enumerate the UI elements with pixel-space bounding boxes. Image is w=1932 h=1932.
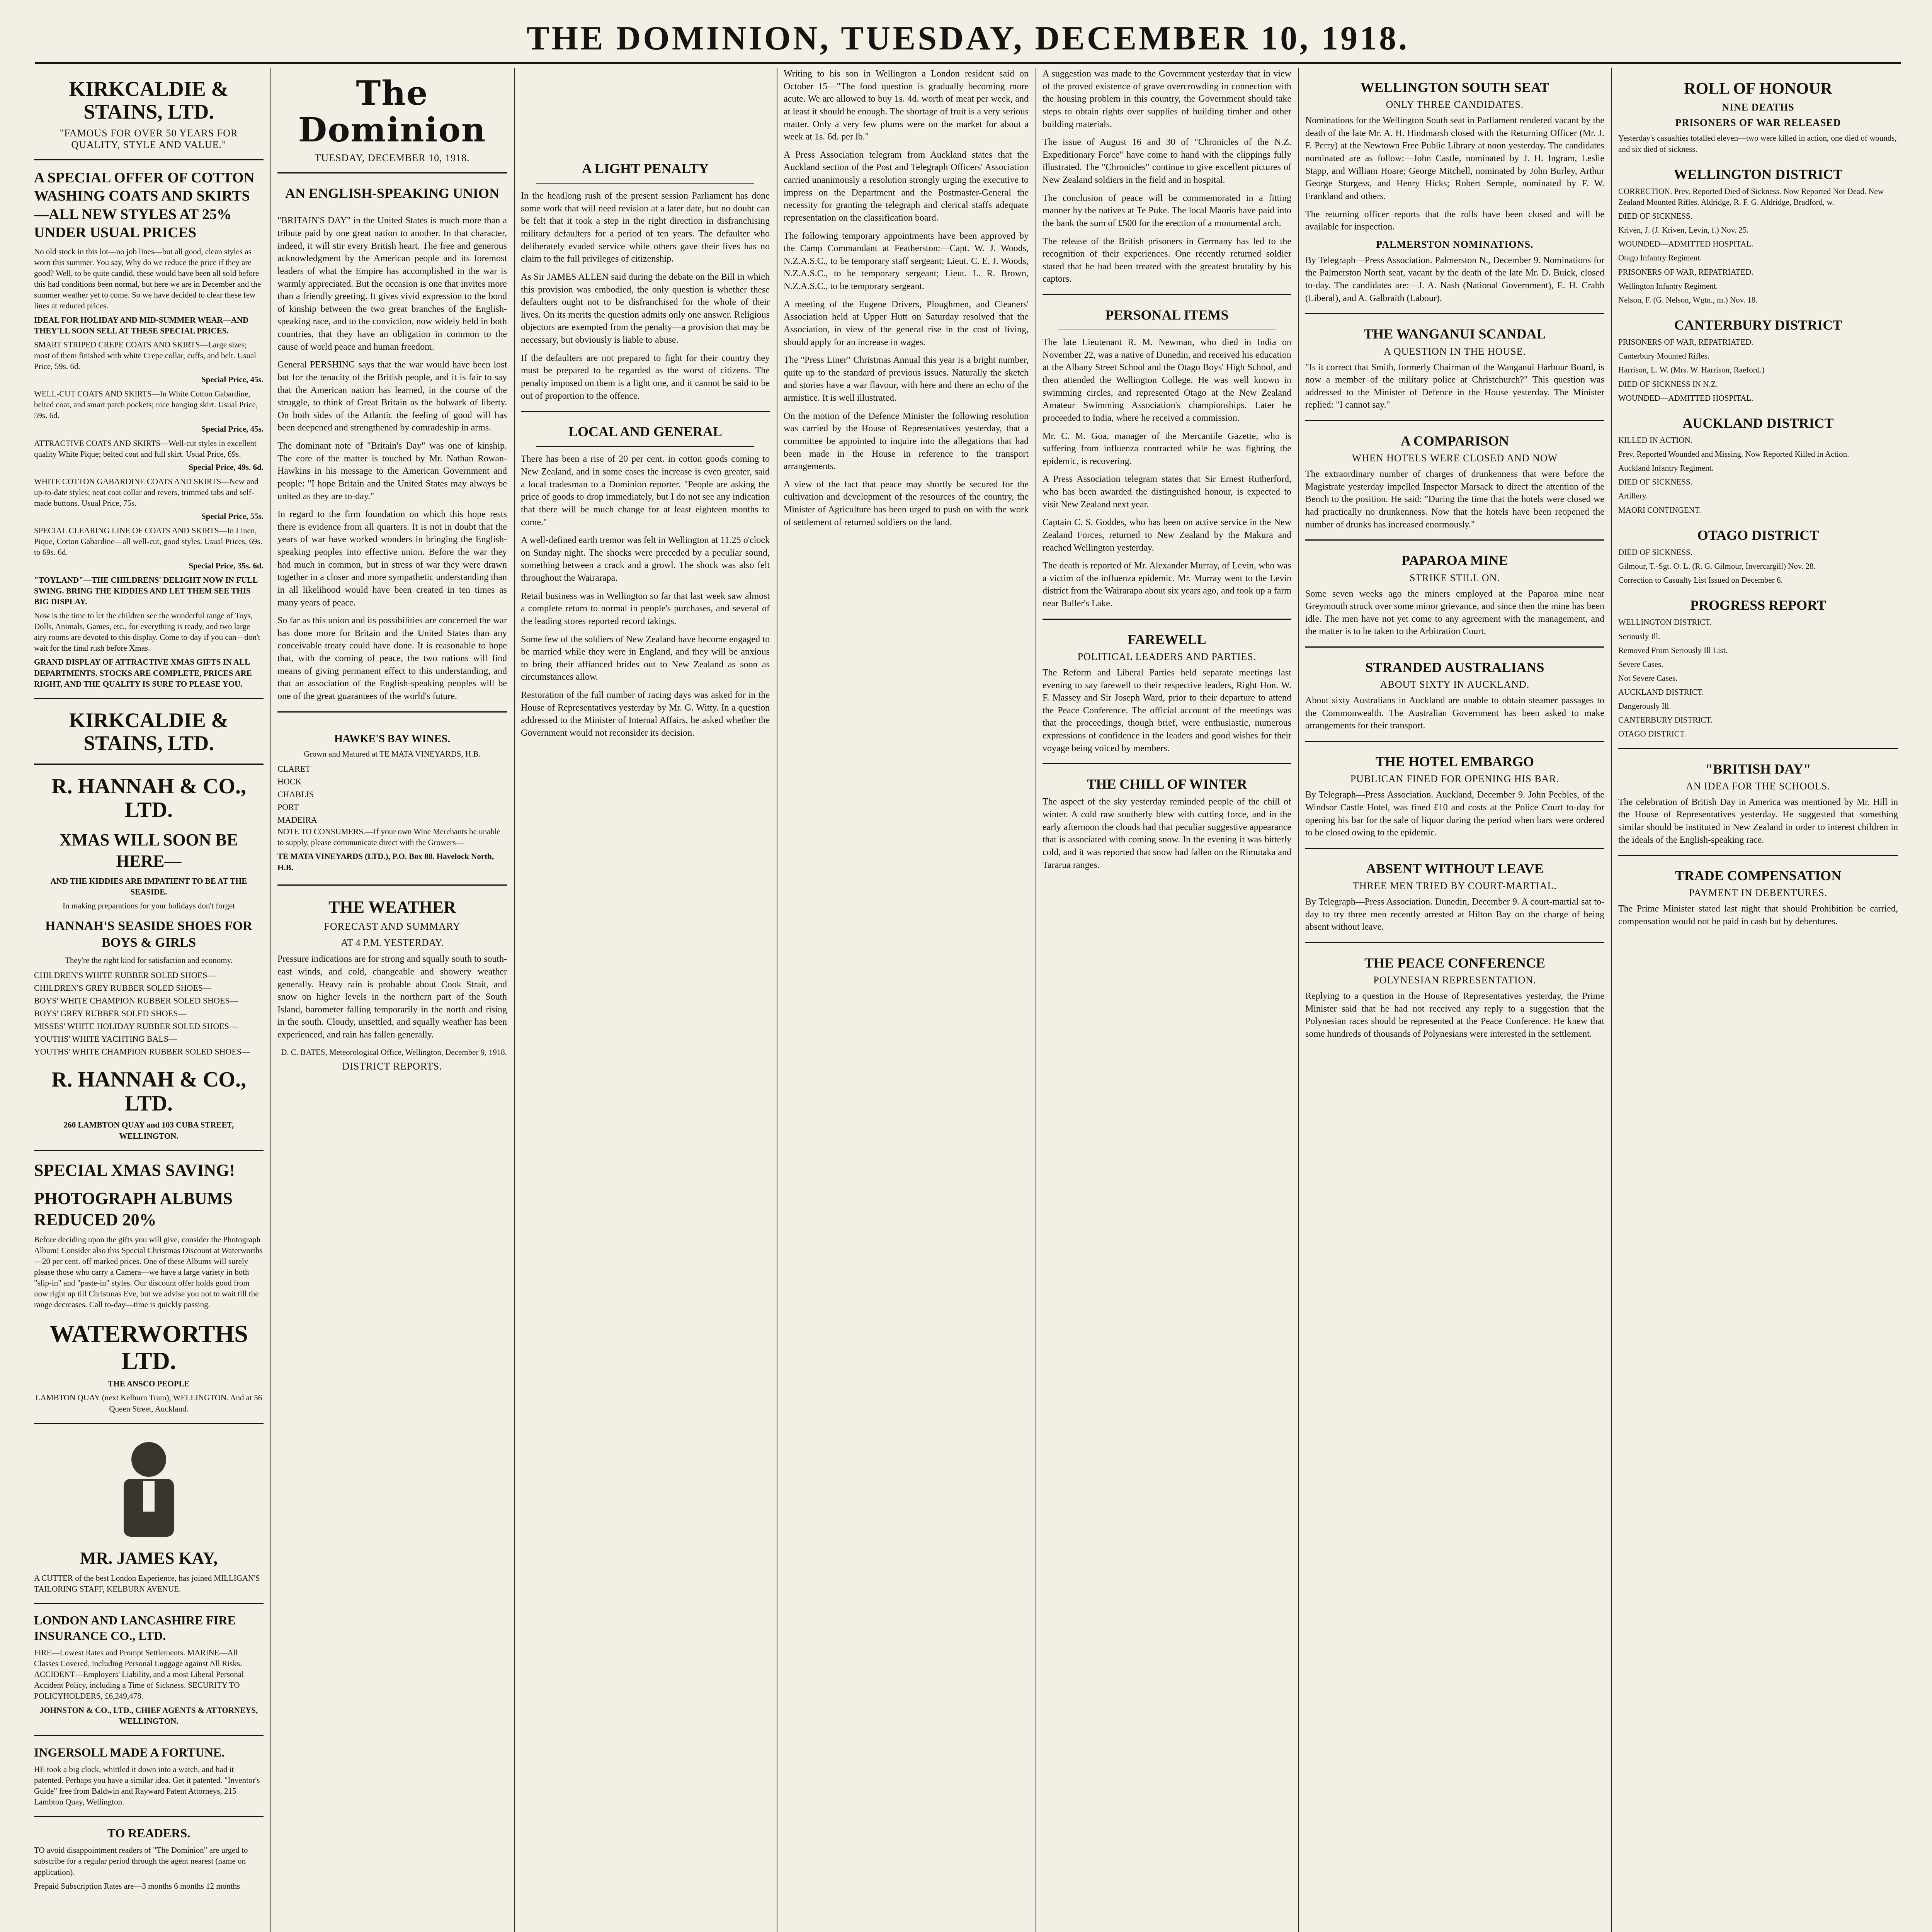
wine-item: CLARET xyxy=(277,764,311,774)
kirkcaldie-tagline: "FAMOUS FOR OVER 50 YEARS FOR QUALITY, STYLE AND VALUE." xyxy=(60,127,238,150)
seat-body: Nominations for the Wellington South seat in Parliament rendered vacant by the death of the late Mr. A. H. Hindmarsh closed with the Returning Officer (Mr. J. F. Perry) at the Newtown Free Public Library at noon yesterday. The candidates nominated are as follow:—John Castle, nominated by J. H. Ingram, Leslie Stapp, and William Hoare; George Mitchell, nominated by John Burley, Arthur George Sturgess, and Henry Hicks; Robert Semple, nominated by F. W. Frankland and others. xyxy=(1305,116,1604,201)
weather-time: AT 4 P.M. YESTERDAY. xyxy=(341,937,444,948)
sale-item: WELL-CUT COATS AND SKIRTS—In White Cotton Gabardine, belted coat, and smart patch pockets; nice hanging skirt. Usual Price, 59s. 6d. xyxy=(34,389,258,420)
roll-of-honour-column xyxy=(1611,68,1905,1932)
leader-paragraph: "BRITAIN'S DAY" in the United States is much more than a tribute paid by one great nation to another. In that character, indeed, it will stir every British heart. The free and generous acknowledgment by the American people and its foremost leaders of what the Empire has accomplished in the war is warmly appreciated. But the occasion is one that invites more than a friendly greeting. It gives vivid expression to the bond of kinship between the two great branches of the English-speaking race, and to the conviction, now widely held in both countries, that they have an obligation in common to the cause of world peace and human freedom. xyxy=(277,216,507,352)
news-column xyxy=(777,68,1036,1932)
seat-sub: ONLY THREE CANDIDATES. xyxy=(1386,99,1524,111)
farewell-sub: POLITICAL LEADERS AND PARTIES. xyxy=(1077,651,1257,662)
lancashire-body: FIRE—Lowest Rates and Prompt Settlements. MARINE—All Classes Covered, including Personal Luggage against All Risks. ACCIDENT—Employers' Liability, and a most Liberal Personal Accident Policy, including a Time of Sickness. SECURITY TO POLICYHOLDERS, £6,249,478. xyxy=(34,1648,244,1701)
casualty-line: DIED OF SICKNESS IN N.Z. xyxy=(1618,379,1718,389)
progress-line: OTAGO DISTRICT. xyxy=(1618,729,1686,739)
district-reports-heading: DISTRICT REPORTS. xyxy=(342,1060,442,1072)
canterbury-district-title: CANTERBURY DISTRICT xyxy=(1674,317,1842,333)
kay-name: MR. JAMES KAY, xyxy=(80,1548,218,1568)
grand-display: GRAND DISPLAY OF ATTRACTIVE XMAS GIFTS IN ALL DEPARTMENTS. STOCKS ARE COMPLETE, PRICES ARE RIGHT, AND THE QUALITY IS SURE TO PLEASE YOU. xyxy=(34,657,252,689)
newspaper-masthead-title: THE DOMINION, TUESDAY, DECEMBER 10, 1918. xyxy=(526,20,1410,57)
photo-album-body: Before deciding upon the gifts you will give, consider the Photograph Album! Consider also this Special Christmas Discount at Waterworths—20 per cent. off marked prices. One of these Albums will surely please those who carry a Camera—we have a large variety in both "slip-in" and "paste-in" styles. Our discount offer holds good from now right up till Christmas Eve, but we advise you not to wait till the range decreases. Call to-day—time is quickly passing. xyxy=(34,1235,263,1310)
local-general-title: LOCAL AND GENERAL xyxy=(568,424,723,440)
kirkcaldie-holiday: IDEAL FOR HOLIDAY AND MID-SUMMER WEAR—AND THEY'LL SOON SELL AT THESE SPECIAL PRICES. xyxy=(34,315,249,335)
kirkcaldie-footer: KIRKCALDIE & STAINS, LTD. xyxy=(69,708,229,755)
comparison-title: A COMPARISON xyxy=(1400,433,1509,449)
news-paragraph: The "Press Liner" Christmas Annual this year is a bright number, quite up to the standard of previous issues. Naturally the sketch and stories have a war flavour, with here and there an echo of the armistice. It is well illustrated. xyxy=(784,355,1029,403)
casualty-line: Kriven, J. (J. Kriven, Levin, f.) Nov. 25. xyxy=(1618,225,1749,235)
wines-growers: TE MATA VINEYARDS (LTD.), P.O. Box 88. Havelock North, H.B. xyxy=(277,852,494,872)
otago-district-title: OTAGO DISTRICT xyxy=(1697,527,1819,543)
mine-body: Some seven weeks ago the miners employed at the Paparoa mine near Greymouth struck over some minor grievance, and since then the mine has been idle. The men have not yet come to any agreement with the management, and the matter is to be taken to the Arbitration Court. xyxy=(1305,588,1604,637)
light-penalty-paragraph: If the defaulters are not prepared to fight for their country they must be prepared to be regarded as the worst of citizens. The penalty imposed on them is a light one, and it cannot be said to be out of proportion to the offence. xyxy=(521,353,770,401)
light-penalty-paragraph: In the headlong rush of the present session Parliament has done some work that will need revision at a later date, but no doubt can be felt that it took a step in the right direction in disfranchising military defaulters for a period of ten years. The defaulter who deliberately evaded service while others gave their lives has no claim to the full privileges of citizenship. xyxy=(521,191,770,264)
casualty-line: Auckland Infantry Regiment. xyxy=(1618,463,1714,473)
mine-title: PAPAROA MINE xyxy=(1401,553,1508,568)
wines-heading: HAWKE'S BAY WINES. xyxy=(334,733,451,745)
shoe-line: BOYS' WHITE CHAMPION RUBBER SOLED SHOES— xyxy=(34,996,238,1006)
news-paragraph: On the motion of the Defence Minister the following resolution was carried by the House of Representatives yesterday, that a committee be appointed to inquire into the allegations that had been made in the House in reference to the transport arrangements. xyxy=(784,411,1029,472)
personal-item: Mr. C. M. Goa, manager of the Mercantile Gazette, who is suffering from influenza contracted while he was fighting the epidemic, is recovering. xyxy=(1043,431,1291,466)
comparison-sub: WHEN HOTELS WERE CLOSED AND NOW xyxy=(1352,452,1558,464)
sale-item-price: Special Price, 45s. xyxy=(201,424,264,434)
casualty-line: PRISONERS OF WAR, REPATRIATED. xyxy=(1618,267,1753,277)
weather-body: Pressure indications are for strong and squally south to south-east winds, and cold, changeable and showery weather generally. Heavy rain is probable about Cook Strait, and snow on higher levels in the northern part of the South Island, barometer falling temporarily in the north and rising in the south. Cloudy, unsettled, and squally weather has been experienced, and rain has fallen generally. xyxy=(277,954,507,1040)
sale-item: SPECIAL CLEARING LINE OF COATS AND SKIRTS—In Linen, Pique, Cotton Gabardine—all well-cut, good styles. Usual Prices, 69s. to 69s. 6d. xyxy=(34,526,262,557)
hannah-heading: R. HANNAH & CO., LTD. xyxy=(51,774,246,822)
shoe-line: CHILDREN'S WHITE RUBBER SOLED SHOES— xyxy=(34,970,216,980)
wellington-district-body: CORRECTION. Prev. Reported Died of Sickness. Now Reported Not Dead. New Zealand Mounted Rifles. Aldridge, R. F. G. Aldridge, Bradford, w. xyxy=(1618,186,1884,207)
awol-body: By Telegraph—Press Association. Dunedin, December 9. A court-martial sat to-day to try three men recently arrested at Hilton Bay on the charge of being absent without leave. xyxy=(1305,896,1604,932)
leader-title: AN ENGLISH-SPEAKING UNION xyxy=(285,185,500,201)
palmerston-body: By Telegraph—Press Association. Palmerston N., December 9. Nominations for the Palmerston North seat, vacant by the death of the late Mr. D. Buick, closed to-day. The candidates are:—J. A. Nash (National Government), E. H. Crabb (Liberal), and A. Galbraith (Labour). xyxy=(1305,255,1604,303)
palmerston-title: PALMERSTON NOMINATIONS. xyxy=(1376,238,1534,250)
casualty-line: Correction to Casualty List Issued on December 6. xyxy=(1618,575,1783,585)
news-paragraph: The issue of August 16 and 30 of "Chronicles of the N.Z. Expeditionary Force" have come to hand with the clippings fully illustrated. The "Chronicles" continue to give excellent pictures of New Zealand soldiers in the field and in hospital. xyxy=(1043,137,1291,185)
trade-compensation-body: The Prime Minister stated last night that should Prohibition be carried, compensation would not be paid in cash but by debentures. xyxy=(1618,904,1898,927)
kirkcaldie-intro: No old stock in this lot—no job lines—but all good, clean styles as worn this summer. You say, Why do we reduce the price if they are good? Well, to be quite candid, these would have been all sold before this had conditions been normal, but here we are in December and the summer weather yet to come. So we have decided to clear these few lines at reduced prices. xyxy=(34,247,261,311)
seat-body: The returning officer reports that the rolls have been closed and will be available for inspection. xyxy=(1305,209,1604,232)
news-paragraph: A meeting of the Eugene Drivers, Ploughmen, and Cleaners' Association held at Upper Hutt on Saturday resolved that the Association, in view of the general rise in the cost of living, should apply for an increase in wages. xyxy=(784,299,1029,347)
casualty-line: Canterbury Mounted Rifles. xyxy=(1618,351,1710,361)
stranded-title: STRANDED AUSTRALIANS xyxy=(1365,660,1544,675)
sale-item-price: Special Price, 55s. xyxy=(201,512,264,521)
casualty-line: Artillery. xyxy=(1618,491,1648,501)
trade-compensation-sub: PAYMENT IN DEBENTURES. xyxy=(1689,887,1828,899)
embargo-title: THE HOTEL EMBARGO xyxy=(1375,754,1534,770)
wine-item: PORT xyxy=(277,802,299,812)
awol-title: ABSENT WITHOUT LEAVE xyxy=(1366,861,1544,876)
comparison-body: The extraordinary number of charges of drunkenness that were before the Magistrate yesterday impelled Inspector Marsack to direct the attention of the Bench to the position. He said: "During the time that the hotels were closed we had practically no drunkenness. Now that the hotels have been reopened the number of drunks has increased enormously." xyxy=(1305,469,1604,530)
british-day-title: "BRITISH DAY" xyxy=(1705,761,1811,777)
trade-compensation-title: TRADE COMPENSATION xyxy=(1675,868,1842,884)
casualty-line: Nelson, F. (G. Nelson, Wgtn., m.) Nov. 18. xyxy=(1618,295,1758,304)
farewell-body: The Reform and Liberal Parties held separate meetings last evening to say farewell to their respective leaders, Right Hon. W. F. Massey and Sir Joseph Ward, prior to their departure to attend the Peace Conference. The official account of the meetings was that the proceedings, though brief, were enthusiastic, numerous expressions of confidence in the leaders and good wishes for their voyage being voiced by members. xyxy=(1043,667,1291,753)
progress-line: Severe Cases. xyxy=(1618,659,1663,669)
leader-paragraph: So far as this union and its possibilities are concerned the war has done more for Britain and the United States than any conceivable treaty could have done. It is reasonable to hope that, with the coming of peace, the two nations will find means of giving permanent effect to this understanding, and that an association of the English-speaking peoples will be one of the great guarantees of the world's future. xyxy=(277,616,507,701)
local-general-paragraph: Some few of the soldiers of New Zealand have become engaged to be married while they were in England, and they will be anxious to bring their affianced brides out to New Zealand as soon as circumstances allow. xyxy=(521,634,770,682)
hannah-address: 260 LAMBTON QUAY and 103 CUBA STREET, WELLINGTON. xyxy=(63,1120,234,1141)
hannah-prepare: In making preparations for your holidays don't forget xyxy=(62,901,235,910)
waterworths-address: LAMBTON QUAY (next Kelburn Tram), WELLINGTON. And at 56 Queen Street, Auckland. xyxy=(35,1393,262,1413)
news-paragraph: A suggestion was made to the Government yesterday that in view of the proved existence of grave overcrowding in connection with the housing problem in this country, the Government should take steps to obtain rights over supplies of building timber and other building materials. xyxy=(1043,69,1291,129)
personal-item: The death is reported of Mr. Alexander Murray, of Levin, who was a victim of the influenza epidemic. Mr. Murray went to the Levin district from the Wairarapa about six years ago, and took up a farm near Buller's Lake. xyxy=(1043,561,1291,609)
hannah-xmas: XMAS WILL SOON BE HERE— xyxy=(59,830,238,871)
sale-item: SMART STRIPED CREPE COATS AND SKIRTS—Large sizes; most of them finished with white Crepe collar, cuffs, and belt. Usual Price, 59s. 6d. xyxy=(34,340,256,371)
local-general-paragraph: Restoration of the full number of racing days was asked for in the House of Representatives yesterday by Mr. G. Witty. In a question addressed to the Minister of Internal Affairs, he asked whether the Government would not reconsider its decision. xyxy=(521,690,770,738)
news-column xyxy=(514,68,777,1932)
casualty-line: DIED OF SICKNESS. xyxy=(1618,211,1692,221)
lancashire-agents: JOHNSTON & CO., LTD., CHIEF AGENTS & ATTORNEYS, WELLINGTON. xyxy=(39,1705,258,1726)
readers-heading: TO READERS. xyxy=(107,1826,190,1840)
local-general-paragraph: There has been a rise of 20 per cent. in cotton goods coming to New Zealand, and in some cases the increase is even greater, said a local tradesman to a Dominion reporter. "People are asking the price of goods to drop immediately, but I do not see any indication that there will be much change for at least eighteen months to come." xyxy=(521,454,770,527)
shoe-line: YOUTHS' WHITE YACHTING BALS— xyxy=(34,1034,177,1044)
progress-line: Not Severe Cases. xyxy=(1618,673,1678,683)
seat-title: WELLINGTON SOUTH SEAT xyxy=(1360,80,1549,95)
hannah-kiddies: AND THE KIDDIES ARE IMPATIENT TO BE AT THE SEASIDE. xyxy=(50,876,247,896)
roll-sub2: PRISONERS OF WAR RELEASED xyxy=(1675,117,1841,129)
mine-sub: STRIKE STILL ON. xyxy=(1410,572,1500,583)
local-general-paragraph: Retail business was in Wellington so far that last week saw almost a complete return to normal in people's purchases, and several of the leading stores reported record takings. xyxy=(521,591,770,626)
roll-title: ROLL OF HONOUR xyxy=(1684,80,1832,98)
news-paragraph: The release of the British prisoners in Germany has led to the recognition of their experiences. One recently returned soldier stated that he had been treated with the greatest brutality by his captors. xyxy=(1043,236,1291,284)
auckland-district-title: AUCKLAND DISTRICT xyxy=(1682,415,1834,431)
casualty-line: WOUNDED—ADMITTED HOSPITAL. xyxy=(1618,239,1753,249)
advertisement-column xyxy=(27,68,270,1932)
leader-paragraph: The dominant note of "Britain's Day" was one of kinship. The core of the matter is touched by Mr. Nathan Rowan-Hawkins in his message to the American Government and people: "I hope Britain and the United States may always be united as they are to-day." xyxy=(277,441,507,502)
news-paragraph: The following temporary appointments have been approved by the Camp Commandant at Featherston:—Capt. W. J. Woods, N.Z.A.S.C., to be temporary staff sergeant; Lieut. C. E. J. Woods, N.Z.A.S.C., to be temporary sergeant; Lieut. L. R. Brown, N.Z.A.S.C., to be temporary sergeant. xyxy=(784,231,1029,291)
lancashire-heading: LONDON AND LANCASHIRE FIRE INSURANCE CO., LTD. xyxy=(34,1613,236,1643)
sale-item-price: Special Price, 35s. 6d. xyxy=(189,561,264,570)
scandal-title: THE WANGANUI SCANDAL xyxy=(1364,326,1546,342)
ingersoll-heading: INGERSOLL MADE A FORTUNE. xyxy=(34,1745,225,1759)
light-penalty-title: A LIGHT PENALTY xyxy=(582,161,709,176)
casualty-line: WOUNDED—ADMITTED HOSPITAL. xyxy=(1618,393,1753,403)
hannah-right: They're the right kind for satisfaction and economy. xyxy=(65,956,233,965)
readers-rates: Prepaid Subscription Rates are—3 months 6 months 12 months xyxy=(34,1881,240,1891)
roll-intro: Yesterday's casualties totalled eleven—two were killed in action, one died of wounds, and six died of sickness. xyxy=(1618,133,1897,154)
news-column xyxy=(1036,68,1298,1932)
farewell-title: FAREWELL xyxy=(1128,631,1206,647)
british-day-body: The celebration of British Day in America was mentioned by Mr. Hill in the House of Representatives yesterday. He suggested that something similar should be instituted in New Zealand in order to interest children in the ideals of the English-speaking race. xyxy=(1618,797,1898,845)
roll-sub: NINE DEATHS xyxy=(1722,102,1794,113)
weather-wines-block xyxy=(277,721,507,876)
casualty-line: DIED OF SICKNESS. xyxy=(1618,547,1692,557)
personal-item: A Press Association telegram states that Sir Ernest Rutherford, who has been awarded the distinguished honour, is expected to visit New Zealand next year. xyxy=(1043,474,1291,510)
casualty-line: Otago Infantry Regiment. xyxy=(1618,253,1702,263)
sale-item: WHITE COTTON GABARDINE COATS AND SKIRTS—New and up-to-date styles; neat coat collar and revers, trimmed tabs and self-made buttons. Usual Price, 75s. xyxy=(34,476,259,508)
personal-item: Captain C. S. Goddes, who has been on active service in the New Zealand Forces, returned to New Zealand by the Makura and reached Wellington yesterday. xyxy=(1043,517,1291,553)
leader-column xyxy=(270,68,514,1932)
casualty-line: Gilmour, T.-Sgt. O. L. (R. G. Gilmour, Invercargill) Nov. 28. xyxy=(1618,561,1816,571)
casualty-line: Harrison, L. W. (Mrs. W. Harrison, Raeford.) xyxy=(1618,365,1765,375)
sale-item-price: Special Price, 49s. 6d. xyxy=(189,462,264,472)
british-day-sub: AN IDEA FOR THE SCHOOLS. xyxy=(1686,780,1830,792)
casualty-line: PRISONERS OF WAR, REPATRIATED. xyxy=(1618,337,1753,347)
casualty-line: Prev. Reported Wounded and Missing. Now Reported Killed in Action. xyxy=(1618,449,1849,459)
awol-sub: THREE MEN TRIED BY COURT-MARTIAL. xyxy=(1353,880,1557,891)
progress-line: AUCKLAND DISTRICT. xyxy=(1618,687,1704,697)
shoe-line: YOUTHS' WHITE CHAMPION RUBBER SOLED SHOES— xyxy=(34,1047,250,1057)
kirkcaldie-special-offer: A SPECIAL OFFER OF COTTON WASHING COATS AND SKIRTS—ALL NEW STYLES AT 25% UNDER USUAL PRICES xyxy=(34,169,255,241)
waterworths-heading: WATERWORTHS LTD. xyxy=(49,1320,248,1374)
news-column xyxy=(1298,68,1611,1932)
progress-line: CANTERBURY DISTRICT. xyxy=(1618,715,1713,725)
shoe-line: MISSES' WHITE HOLIDAY RUBBER SOLED SHOES— xyxy=(34,1021,238,1031)
leader-paragraph: General PERSHING says that the war would have been lost but for the tenacity of the British people, and it is fair to say that the American nation has learned, in the course of the struggle, to think of Great Britain as the bulwark of liberty. On both sides of the Atlantic the feeling of good will has been deepened and strengthened by comradeship in arms. xyxy=(277,360,507,433)
casualty-line: DIED OF SICKNESS. xyxy=(1618,477,1692,487)
wellington-district-title: WELLINGTON DISTRICT xyxy=(1673,166,1843,182)
chill-body: The aspect of the sky yesterday reminded people of the chill of winter. A cold raw southerly blew with cutting force, and in the early afternoon the clouds had that peculiar suggestive appearance that is associated with coming snow. In the evening it was bitterly cold, and it was reported that snow had fallen on the Rimutaka and Tararua ranges. xyxy=(1043,797,1291,870)
wines-sub: Grown and Matured at TE MATA VINEYARDS, H.B. xyxy=(304,749,481,759)
wines-advert xyxy=(277,721,507,876)
leader-date: TUESDAY, DECEMBER 10, 1918. xyxy=(315,152,470,164)
sale-item-price: Special Price, 45s. xyxy=(201,375,264,384)
news-paragraph: The conclusion of peace will be commemorated in a fitting manner by the natives at Te Puke. The local Maoris have paid into the bank the sum of £500 for the erection of a monumental arch. xyxy=(1043,193,1291,228)
dominion-nameplate: The Dominion xyxy=(298,74,486,150)
progress-report-title: PROGRESS REPORT xyxy=(1690,597,1826,613)
weather-signature: D. C. BATES, Meteorological Office, Wellington, December 9, 1918. xyxy=(281,1047,507,1057)
toyland-body: Now is the time to let the children see the wonderful range of Toys, Dolls, Animals, Games, etc., for everything is ready, and two large airy rooms are devoted to this display. Come to-day if you can—don't wait for the final rush before Xmas. xyxy=(34,611,260,653)
news-paragraph: A view of the fact that peace may shortly be secured for the cultivation and development of the resources of the country, the Minister of Agriculture has been urged to push on with the work of settlement of returned soldiers on the land. xyxy=(784,479,1029,527)
shoe-line: CHILDREN'S GREY RUBBER SOLED SHOES— xyxy=(34,983,212,993)
peace-title: THE PEACE CONFERENCE xyxy=(1364,955,1546,971)
readers-body: TO avoid disappointment readers of "The Dominion" are urged to subscribe for a regular period through the agent nearest (name on application). xyxy=(34,1845,248,1877)
masthead xyxy=(35,15,1901,64)
wine-item: MADEIRA xyxy=(277,815,317,825)
scandal-body: "Is it correct that Smith, formerly Chairman of the Wanganui Harbour Board, is now a member of the military police at Christchurch?" This question was addressed to the Minister of Defence in the House yesterday. The Minister replied: "I cannot say." xyxy=(1305,362,1604,410)
toyland-heading: "TOYLAND"—THE CHILDRENS' DELIGHT NOW IN FULL SWING. BRING THE KIDDIES AND LET THEM SEE THIS BIG DISPLAY. xyxy=(34,575,258,606)
photo-album-sub: PHOTOGRAPH ALBUMS REDUCED 20% xyxy=(34,1189,233,1229)
local-general-paragraph: A well-defined earth tremor was felt in Wellington at 11.25 o'clock on Sunday night. The shocks were preceded by a peculiar sound, something between a crack and a growl. The shock was also felt throughout the Wairarapa. xyxy=(521,535,770,583)
scandal-sub: A QUESTION IN THE HOUSE. xyxy=(1383,345,1526,357)
casualty-line: KILLED IN ACTION. xyxy=(1618,435,1692,445)
tailor-portrait-icon xyxy=(106,1432,191,1541)
kirkcaldie-heading: KIRKCALDIE & STAINS, LTD. xyxy=(69,77,229,124)
peace-body: Replying to a question in the House of Representatives yesterday, the Prime Minister said that he had not received any reply to a suggestion that the Polynesian races should be represented at the Peace Conference. He knew that some hundreds of thousands of Polynesians were interested in the settlement. xyxy=(1305,991,1604,1039)
casualty-line: MAORI CONTINGENT. xyxy=(1618,505,1701,515)
stranded-body: About sixty Australians in Auckland are unable to obtain steamer passages to the Commonwealth. The Australian Government has been asked to make arrangements for their transport. xyxy=(1305,696,1604,731)
light-penalty-paragraph: As Sir JAMES ALLEN said during the debate on the Bill in which this provision was embodied, the only question is whether these defaulters ought not to be disfranchised for the whole of their lives. On its merits the question admits only one answer. Religious objectors are exempted from the penalty—a provision that may be necessary, but obviously is liable to abuse. xyxy=(521,272,770,345)
waterworths-sub: THE ANSCO PEOPLE xyxy=(108,1379,190,1389)
shoe-line: BOYS' GREY RUBBER SOLED SHOES— xyxy=(34,1009,187,1019)
wine-item: HOCK xyxy=(277,777,302,787)
leader-paragraph: In regard to the firm foundation on which this hope rests there is evidence from all quarters. It is not in doubt that the years of war have worked wonders in bringing the English-speaking peoples into effective union. Before the war they had much in common, but in stress of war they were drawn together in a closer and more sympathetic understanding than in all likelihood would have been created in ten times as many years of peace. xyxy=(277,509,507,608)
hannah-footer: R. HANNAH & CO., LTD. xyxy=(51,1068,246,1116)
news-paragraph: A Press Association telegram from Auckland states that the Auckland section of the Post and Telegraph Officers' Association carried unanimously a resolution strongly urging the executive to impress on the Department and the Postmaster-General the necessity for granting the telegraph and clerical staffs adequate representation on the classification board. xyxy=(784,150,1029,223)
kay-body: A CUTTER of the best London Experience, has joined MILLIGAN'S TAILORING STAFF, KELBURN AVENUE. xyxy=(34,1573,260,1594)
progress-line: WELLINGTON DISTRICT. xyxy=(1618,617,1712,627)
progress-line: Removed From Seriously Ill List. xyxy=(1618,645,1728,655)
wines-note: NOTE TO CONSUMERS.—If your own Wine Merchants be unable to supply, please communicate direct with the Growers— xyxy=(277,827,501,847)
personal-item: The late Lieutenant R. M. Newman, who died in India on November 22, was a native of Dunedin, and received his education at the Albany Street School and the Otago Boys' High School, and then attended the Wellington College. He was well known in swimming circles, and represented Otago at the New Zealand Amateur Swimming Association's championships. Later he proceeded to India, where he received a commission. xyxy=(1043,337,1291,423)
progress-line: Seriously Ill. xyxy=(1618,631,1660,641)
sale-item: ATTRACTIVE COATS AND SKIRTS—Well-cut styles in excellent quality White Pique; belted coat and full skirt. Usual Price, 69s. xyxy=(34,438,257,459)
embargo-body: By Telegraph—Press Association. Auckland, December 9. John Peebles, of the Windsor Castle Hotel, was fined £10 and costs at the Police Court to-day for opening his bar for the sale of liquor during the period when bars were ordered to be closed owing to the epidemic. xyxy=(1305,790,1604,838)
news-paragraph: Writing to his son in Wellington a London resident said on October 15—"The food question is gradually becoming more acute. We are allowed to buy 1s. 4d. worth of meat per week, and at least it should be enough. The shortage of fruit is a very serious matter. Only a very few plums were on the market for about a week at 1s. 6d. per lb." xyxy=(784,69,1029,142)
casualty-line: Wellington Infantry Regiment. xyxy=(1618,281,1718,291)
hannah-shoes: HANNAH'S SEASIDE SHOES FOR BOYS & GIRLS xyxy=(45,919,252,950)
weather-heading: THE WEATHER xyxy=(328,897,456,917)
wine-item: CHABLIS xyxy=(277,789,314,799)
embargo-sub: PUBLICAN FINED FOR OPENING HIS BAR. xyxy=(1350,773,1560,785)
progress-line: Dangerously Ill. xyxy=(1618,701,1671,711)
peace-sub: POLYNESIAN REPRESENTATION. xyxy=(1373,975,1536,986)
weather-sub: FORECAST AND SUMMARY xyxy=(324,920,461,932)
photo-album-heading: SPECIAL XMAS SAVING! xyxy=(34,1160,235,1180)
ingersoll-body: HE took a big clock, whittled it down into a watch, and had it patented. Perhaps you have a similar idea. Get it patented. "Inventor's Guide" free from Baldwin and Rayward Patent Attorneys, 215 Lambton Quay, Wellington. xyxy=(34,1764,260,1807)
personal-items-title: PERSONAL ITEMS xyxy=(1105,307,1229,323)
stranded-sub: ABOUT SIXTY IN AUCKLAND. xyxy=(1380,679,1530,690)
chill-title: THE CHILL OF WINTER xyxy=(1087,776,1247,792)
